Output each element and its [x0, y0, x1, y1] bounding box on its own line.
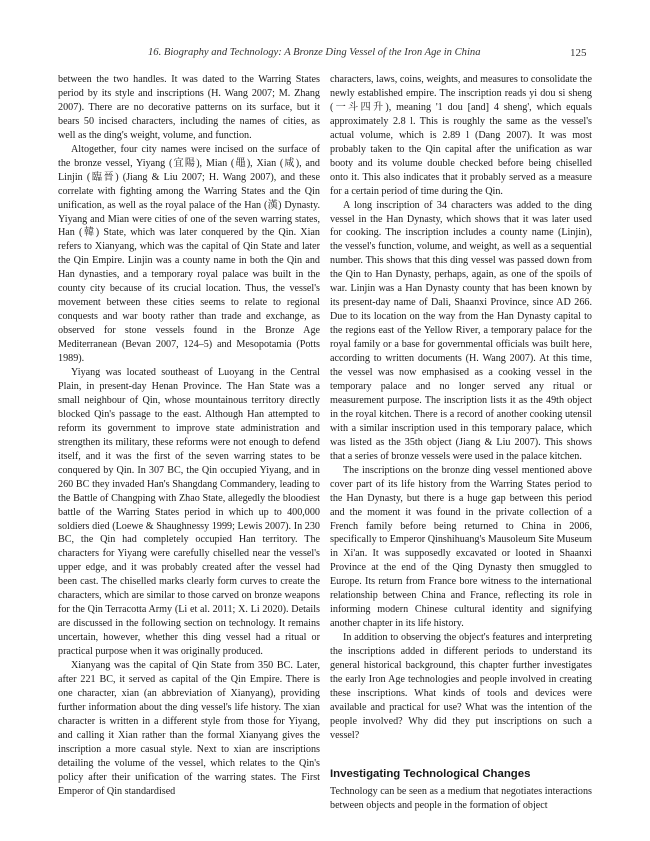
paragraph: Technology can be seen as a medium that negotiates interactions between objects and people in the formation of object [330, 785, 592, 811]
paragraph: A long inscription of 34 characters was added to the ding vessel in the Han Dynasty, which shows that it was later used for cooking. The inscription includes a county name (Linjin), the vessel's function, volume, and weight, as well as a sequential number. This shows that this ding vessel was passed down from the Qin to Han Dynasty, perhaps, again, as one of the spoils of war. Linjin was a Han Dynasty county that has been known by its present-day name of Dali, Shaanxi Province, since AD 266. Due to its location on the way from the Han Dynasty capital to the regions east of the Yellow River, a temporary palace for the royal family or a base for governmental officials was built here, according to written documents (H. Wang 2007). At this time, the vessel was now emphasised as a cooking vessel in the temporary palace and no longer served any ritual or measurement purpose. The inscription lists it as the 49th object in the royal kitchen. There is a record of another cooking utensil with a similar inscription used in this temporary palace, which was listed as the 35th object (Jiang & Liu 2007). This shows that a series of bronze vessels were used in the palace kitchen. [330, 199, 592, 462]
paragraph: Altogether, four city names were incised on the surface of the bronze vessel, Yiyang (宜陽), Mian (黽), Xian (咸), and Linjin (臨晉) (Jiang & Liu 2007; H. Wang 2007), and these correlate with fighting among the Warring States and the Qin unification, as well as the royal palace of the Han (漢) Dynasty. Yiyang and Mian were cities of one of the seven warring states, Han (韓) State, which was later conquered by the Qin. Xian refers to Xianyang, which was the capital of Qin State and later the Qin Empire. Linjin was a county name in both the Qin and Han dynasties, and a temporary royal palace was built in the county city because of its crucial location. Thus, the vessel's movement between these cities seems to relate to regional conquests and war booty rather than trade and exchange, as observed for stone vessels found in the Bronze Age Mediterranean (Bevan 2007, 124–5) and Mesopotamia (Potts 1989). [58, 143, 320, 365]
paragraph: Xianyang was the capital of Qin State from 350 BC. Later, after 221 BC, it served as capital of the Qin Empire. There is one character, xian (an abbreviation of Xianyang), providing further information about the ding vessel's life history. The xian character is written in a different style from those for Yiyang, and calling it Xian rather than the formal Xianyang gives the inscription a more casual style. Next to xian are inscriptions detailing the volume of the vessel, which relates to the Qin's policy after their unification of the warring states. The First Emperor of Qin standardised [58, 660, 320, 797]
paragraph: characters, laws, coins, weights, and measures to consolidate the newly established empire. The inscription reads yi dou si sheng (一斗四升), meaning '1 dou [and] 4 sheng', which equals approximately 2.8 l. This is roughly the same as the vessel's actual volume, which is 2.89 l (Dang 2007). It was most probably taken to the Qin capital after the unification as war booty and its volume double checked before being chiselled onto it. This also indicates that it probably served as a measure for a certain period of time during the Qin. [330, 74, 592, 197]
paragraph: In addition to observing the object's features and interpreting the inscriptions added in different periods to understand its general historical background, this chapter further investigates the early Iron Age technologies and people involved in creating these inscriptions. What kinds of tools and devices were available and practical for use? What was the intention of the people involved? Why did they put inscriptions on such a vessel? [330, 632, 592, 741]
paragraph: Yiyang was located southeast of Luoyang in the Central Plain, in present-day Henan Province. The Han State was a small neighbour of Qin, whose mountainous territory directly blocked Qin's passage to the east. Although Han attempted to reform its government to improve state administration and strengthen its military, these reforms were not enough to defend itself, and it was the first of the seven warring states to be conquered by Qin. In 307 BC, the Qin occupied Yiyang, and in 260 BC they invaded Han's Shangdang Commandery, leading to the Battle of Changping with Zhao State, allegedly the bloodiest battle of the Warring States period in which up to 400,000 soldiers died (Loewe & Shaughnessy 1999; Lewis 2007). In 230 BC, the Qin had completely occupied Han territory. The characters for Yiyang were carefully chiselled near the vessel's upper edge, and it was probably created after the vessel had been cast. The chiselled marks clearly form curves to create the characters, which are similar to those carved on bronze weapons for the Qin Terracotta Army (Li et al. 2011; X. Li 2020). Details are discussed in the following section on technology. It remains uncertain, however, whether this ding vessel had a ritual or practical purpose when it was originally produced. [58, 367, 320, 658]
right-column [330, 73, 592, 813]
section-heading: Investigating Technological Changes [330, 767, 531, 780]
running-head: 16. Biography and Technology: A Bronze Ding Vessel of the Iron Age in China [148, 47, 481, 58]
left-column [58, 73, 320, 799]
paragraph: between the two handles. It was dated to the Warring States period by its style and inscriptions (H. Wang 2007; M. Zhang 2007). There are no decorative patterns on its surface, but it bears 50 incised characters, including the names of cities, as well as the ding's weight, volume, and function. [58, 74, 320, 141]
paragraph: The inscriptions on the bronze ding vessel mentioned above cover part of its life history from the Warring States period to the Han Dynasty, but there is a huge gap between this period and the moment it was found in the private collection of a French family before being returned to China in 2006, specifically to Emperor Qinshihuang's Mausoleum Site Museum in Xi'an. It was supposedly excavated or looted in Shaanxi Province at the end of the Qing Dynasty then smuggled to Europe. Its return from France bore witness to the international relationship between China and France, reflecting its role in informing modern Chinese cultural identity and signifying another chapter in its life history. [330, 464, 592, 630]
page-number: 125 [570, 47, 587, 59]
